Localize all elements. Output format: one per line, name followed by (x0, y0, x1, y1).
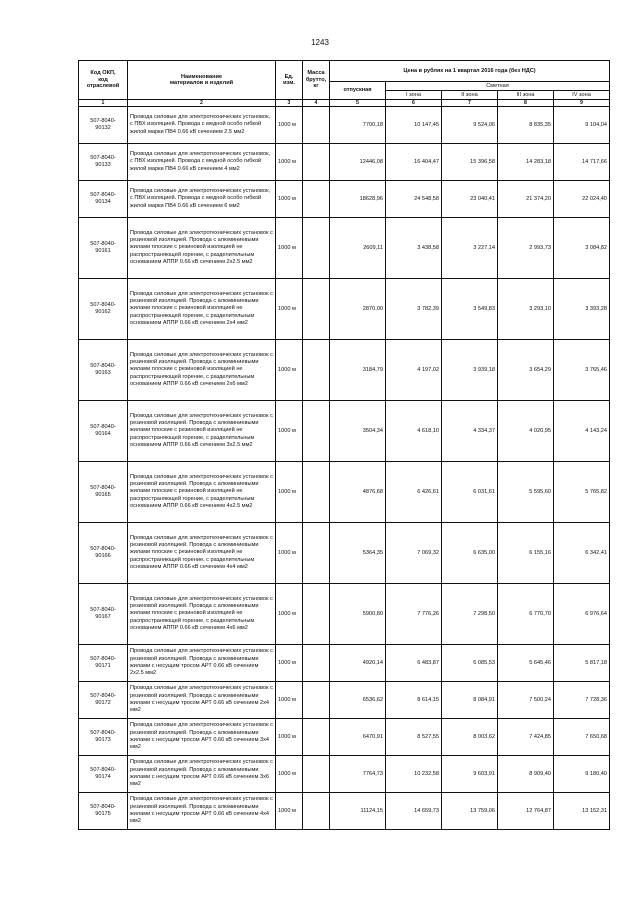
table-row (79, 107, 610, 144)
unit-cell: 1000 м (276, 279, 303, 340)
zone-4-price-cell: 3 765,46 (554, 340, 610, 401)
release-price-cell: 5900,80 (330, 584, 386, 645)
column-number: 1 (79, 100, 128, 107)
zone-2-price-cell: 8 084,91 (442, 682, 498, 719)
zone-3-price-cell: 21 374,20 (498, 181, 554, 218)
mass-cell (303, 181, 330, 218)
header-zone-3: III зона (498, 91, 554, 100)
table-row (79, 181, 610, 218)
unit-cell: 1000 м (276, 144, 303, 181)
table-row (79, 793, 610, 830)
table-row (79, 645, 610, 682)
column-number: 3 (276, 100, 303, 107)
header-release-price: отпускная (330, 82, 386, 100)
table-row (79, 682, 610, 719)
unit-cell: 1000 м (276, 181, 303, 218)
mass-cell (303, 144, 330, 181)
zone-2-price-cell: 3 227,14 (442, 218, 498, 279)
code-cell: 507-8040- 90165 (79, 462, 128, 523)
zone-4-price-cell: 7 728,36 (554, 682, 610, 719)
unit-cell: 1000 м (276, 462, 303, 523)
table-row (79, 340, 610, 401)
name-cell: Провода силовые для электротехнических установок с резиновой изоляцией. Провода с алюминиевыми жилами плоские с резиновой изоляцией не распространяющей горение, с разделительным основанием АППР 0.66 кВ сечением 3х2.5 мм2 (128, 401, 276, 462)
unit-cell: 1000 м (276, 719, 303, 756)
release-price-cell: 3504,34 (330, 401, 386, 462)
name-cell: Провода силовые для электротехнических установок с резиновой изоляцией. Провода с алюминиевыми жилами с несущим тросом АРТ 0.66 кВ сечением 2х4 мм2 (128, 682, 276, 719)
zone-4-price-cell: 6 342,41 (554, 523, 610, 584)
unit-cell: 1000 м (276, 645, 303, 682)
name-cell: Провода силовые для электротехнических установок с резиновой изоляцией. Провода с алюминиевыми жилами плоские с резиновой изоляцией не распространяющей горение, с разделительным основанием АППР 0.66 кВ сечением 2х4 мм2 (128, 279, 276, 340)
mass-cell (303, 584, 330, 645)
zone-1-price-cell: 4 618,10 (386, 401, 442, 462)
mass-cell (303, 682, 330, 719)
code-cell: 507-8040- 90132 (79, 107, 128, 144)
name-cell: Провода силовые для электротехнических установок, с ПВХ изоляцией. Провода с медной особо гибкой жилой марки ПВ4 0.66 кВ сечением 6 мм2 (128, 181, 276, 218)
mass-cell (303, 401, 330, 462)
release-price-cell: 18628,96 (330, 181, 386, 218)
zone-3-price-cell: 4 020,95 (498, 401, 554, 462)
mass-cell (303, 523, 330, 584)
zone-3-price-cell: 8 909,40 (498, 756, 554, 793)
code-cell: 507-8040- 90175 (79, 793, 128, 830)
zone-1-price-cell: 3 782,39 (386, 279, 442, 340)
unit-cell: 1000 м (276, 682, 303, 719)
zone-4-price-cell: 22 024,40 (554, 181, 610, 218)
zone-3-price-cell: 5 595,60 (498, 462, 554, 523)
unit-cell: 1000 м (276, 523, 303, 584)
zone-1-price-cell: 14 659,73 (386, 793, 442, 830)
column-number: 6 (386, 100, 442, 107)
code-cell: 507-8040- 90167 (79, 584, 128, 645)
code-cell: 507-8040- 90174 (79, 756, 128, 793)
zone-1-price-cell: 10 232,58 (386, 756, 442, 793)
name-cell: Провода силовые для электротехнических установок, с ПВХ изоляцией. Провода с медной особо гибкой жилой марки ПВ4 0.66 кВ сечением 2.5 мм2 (128, 107, 276, 144)
zone-3-price-cell: 3 654,29 (498, 340, 554, 401)
code-cell: 507-8040- 90161 (79, 218, 128, 279)
zone-2-price-cell: 3 549,83 (442, 279, 498, 340)
zone-3-price-cell: 12 764,87 (498, 793, 554, 830)
zone-1-price-cell: 7 069,32 (386, 523, 442, 584)
name-cell: Провода силовые для электротехнических установок с резиновой изоляцией. Провода с алюминиевыми жилами плоские с резиновой изоляцией не распространяющей горение, с разделительным основанием АППР 0.66 кВ сечением 2х2.5 мм2 (128, 218, 276, 279)
header-mass: Масса брутто, кг (303, 61, 330, 100)
mass-cell (303, 279, 330, 340)
unit-cell: 1000 м (276, 218, 303, 279)
name-cell: Провода силовые для электротехнических установок с резиновой изоляцией. Провода с алюминиевыми жилами плоские с резиновой изоляцией не распространяющей горение, с разделительным основанием АППР 0.66 кВ сечением 2х6 мм2 (128, 340, 276, 401)
name-cell: Провода силовые для электротехнических установок с резиновой изоляцией. Провода с алюминиевыми жилами плоские с резиновой изоляцией не распространяющей горение, с разделительным основанием АППР 0.66 кВ сечением 4х6 мм2 (128, 584, 276, 645)
name-cell: Провода силовые для электротехнических установок с резиновой изоляцией. Провода с алюминиевыми жилами плоские с резиновой изоляцией не распространяющей горение, с разделительным основанием АППР 0.66 кВ сечением 4х4 мм2 (128, 523, 276, 584)
release-price-cell: 6536,62 (330, 682, 386, 719)
mass-cell (303, 719, 330, 756)
release-price-cell: 4876,68 (330, 462, 386, 523)
header-zone-2: II зона (442, 91, 498, 100)
zone-3-price-cell: 6 155,16 (498, 523, 554, 584)
zone-1-price-cell: 8 614,15 (386, 682, 442, 719)
table-row (79, 279, 610, 340)
zone-3-price-cell: 7 500,24 (498, 682, 554, 719)
zone-2-price-cell: 6 635,00 (442, 523, 498, 584)
zone-1-price-cell: 10 147,45 (386, 107, 442, 144)
zone-2-price-cell: 6 085,53 (442, 645, 498, 682)
release-price-cell: 6470,91 (330, 719, 386, 756)
unit-cell: 1000 м (276, 756, 303, 793)
column-number: 4 (303, 100, 330, 107)
name-cell: Провода силовые для электротехнических установок с резиновой изоляцией. Провода с алюминиевыми жилами плоские с резиновой изоляцией не распространяющей горение, с разделительным основанием АППР 0.66 кВ сечением 4х2.5 мм2 (128, 462, 276, 523)
unit-cell: 1000 м (276, 793, 303, 830)
zone-3-price-cell: 7 424,85 (498, 719, 554, 756)
column-number: 8 (498, 100, 554, 107)
table-row (79, 462, 610, 523)
zone-1-price-cell: 4 197,02 (386, 340, 442, 401)
zone-4-price-cell: 7 650,68 (554, 719, 610, 756)
name-cell: Провода силовые для электротехнических установок с резиновой изоляцией. Провода с алюминиевыми жилами с несущим тросом АРТ 0.66 кВ сечением 2х2.5 мм2 (128, 645, 276, 682)
column-number: 5 (330, 100, 386, 107)
table-row (79, 218, 610, 279)
zone-4-price-cell: 9 104,04 (554, 107, 610, 144)
name-cell: Провода силовые для электротехнических установок с резиновой изоляцией. Провода с алюминиевыми жилами с несущим тросом АРТ 0.66 кВ сечением 4х4 мм2 (128, 793, 276, 830)
code-cell: 507-8040- 90172 (79, 682, 128, 719)
code-cell: 507-8040- 90173 (79, 719, 128, 756)
mass-cell (303, 793, 330, 830)
release-price-cell: 4920,14 (330, 645, 386, 682)
column-number: 2 (128, 100, 276, 107)
unit-cell: 1000 м (276, 584, 303, 645)
zone-1-price-cell: 8 527,55 (386, 719, 442, 756)
column-number: 7 (442, 100, 498, 107)
zone-2-price-cell: 6 031,61 (442, 462, 498, 523)
price-table (78, 60, 610, 830)
name-cell: Провода силовые для электротехнических установок, с ПВХ изоляцией. Провода с медной особо гибкой жилой марки ПВ4 0.66 кВ сечением 4 мм2 (128, 144, 276, 181)
release-price-cell: 3184,79 (330, 340, 386, 401)
table-row (79, 401, 610, 462)
table-row (79, 719, 610, 756)
zone-3-price-cell: 14 283,18 (498, 144, 554, 181)
mass-cell (303, 462, 330, 523)
unit-cell: 1000 м (276, 340, 303, 401)
zone-3-price-cell: 2 993,73 (498, 218, 554, 279)
zone-2-price-cell: 15 396,58 (442, 144, 498, 181)
zone-4-price-cell: 9 180,40 (554, 756, 610, 793)
zone-2-price-cell: 3 939,18 (442, 340, 498, 401)
header-unit: Ед. изм. (276, 61, 303, 100)
zone-3-price-cell: 3 293,10 (498, 279, 554, 340)
release-price-cell: 12446,08 (330, 144, 386, 181)
header-name: Наименование материалов и изделий (128, 61, 276, 100)
mass-cell (303, 218, 330, 279)
zone-4-price-cell: 5 817,18 (554, 645, 610, 682)
zone-3-price-cell: 5 645,46 (498, 645, 554, 682)
table-row (79, 523, 610, 584)
page-number: 1243 (311, 38, 329, 47)
zone-4-price-cell: 5 765,82 (554, 462, 610, 523)
zone-1-price-cell: 24 548,58 (386, 181, 442, 218)
zone-2-price-cell: 9 524,06 (442, 107, 498, 144)
code-cell: 507-8040- 90134 (79, 181, 128, 218)
code-cell: 507-8040- 90163 (79, 340, 128, 401)
zone-2-price-cell: 9 603,91 (442, 756, 498, 793)
zone-4-price-cell: 3 393,28 (554, 279, 610, 340)
zone-2-price-cell: 13 759,06 (442, 793, 498, 830)
unit-cell: 1000 м (276, 107, 303, 144)
zone-4-price-cell: 14 717,66 (554, 144, 610, 181)
zone-4-price-cell: 13 152,31 (554, 793, 610, 830)
header-estimated-price: Сметная (386, 82, 610, 91)
release-price-cell: 7700,18 (330, 107, 386, 144)
release-price-cell: 2609,11 (330, 218, 386, 279)
release-price-cell: 7764,73 (330, 756, 386, 793)
table-row (79, 144, 610, 181)
mass-cell (303, 107, 330, 144)
zone-4-price-cell: 6 976,64 (554, 584, 610, 645)
header-price-title: Цена в рублях на 1 квартал 2016 года (без НДС) (330, 61, 610, 82)
zone-2-price-cell: 4 334,37 (442, 401, 498, 462)
code-cell: 507-8040- 90171 (79, 645, 128, 682)
zone-2-price-cell: 7 298,50 (442, 584, 498, 645)
table-row (79, 756, 610, 793)
name-cell: Провода силовые для электротехнических установок с резиновой изоляцией. Провода с алюминиевыми жилами с несущим тросом АРТ 0.66 кВ сечением 3х4 мм2 (128, 719, 276, 756)
mass-cell (303, 340, 330, 401)
zone-1-price-cell: 3 438,58 (386, 218, 442, 279)
mass-cell (303, 645, 330, 682)
code-cell: 507-8040- 90162 (79, 279, 128, 340)
name-cell: Провода силовые для электротехнических установок с резиновой изоляцией. Провода с алюминиевыми жилами с несущим тросом АРТ 0.66 кВ сечением 3х6 мм2 (128, 756, 276, 793)
zone-2-price-cell: 8 003,62 (442, 719, 498, 756)
zone-1-price-cell: 6 426,61 (386, 462, 442, 523)
zone-3-price-cell: 6 770,70 (498, 584, 554, 645)
zone-1-price-cell: 6 483,87 (386, 645, 442, 682)
release-price-cell: 2870,00 (330, 279, 386, 340)
zone-3-price-cell: 8 835,35 (498, 107, 554, 144)
unit-cell: 1000 м (276, 401, 303, 462)
code-cell: 507-8040- 90166 (79, 523, 128, 584)
header-zone-4: IV зона (554, 91, 610, 100)
column-number: 9 (554, 100, 610, 107)
zone-4-price-cell: 4 143,24 (554, 401, 610, 462)
mass-cell (303, 756, 330, 793)
table-row (79, 584, 610, 645)
code-cell: 507-8040- 90133 (79, 144, 128, 181)
release-price-cell: 11124,15 (330, 793, 386, 830)
zone-2-price-cell: 23 040,41 (442, 181, 498, 218)
header-code: Код ОКП, код отраслевой (79, 61, 128, 100)
release-price-cell: 5364,35 (330, 523, 386, 584)
zone-4-price-cell: 3 084,82 (554, 218, 610, 279)
zone-1-price-cell: 16 404,47 (386, 144, 442, 181)
header-zone-1: I зона (386, 91, 442, 100)
code-cell: 507-8040- 90164 (79, 401, 128, 462)
zone-1-price-cell: 7 776,26 (386, 584, 442, 645)
